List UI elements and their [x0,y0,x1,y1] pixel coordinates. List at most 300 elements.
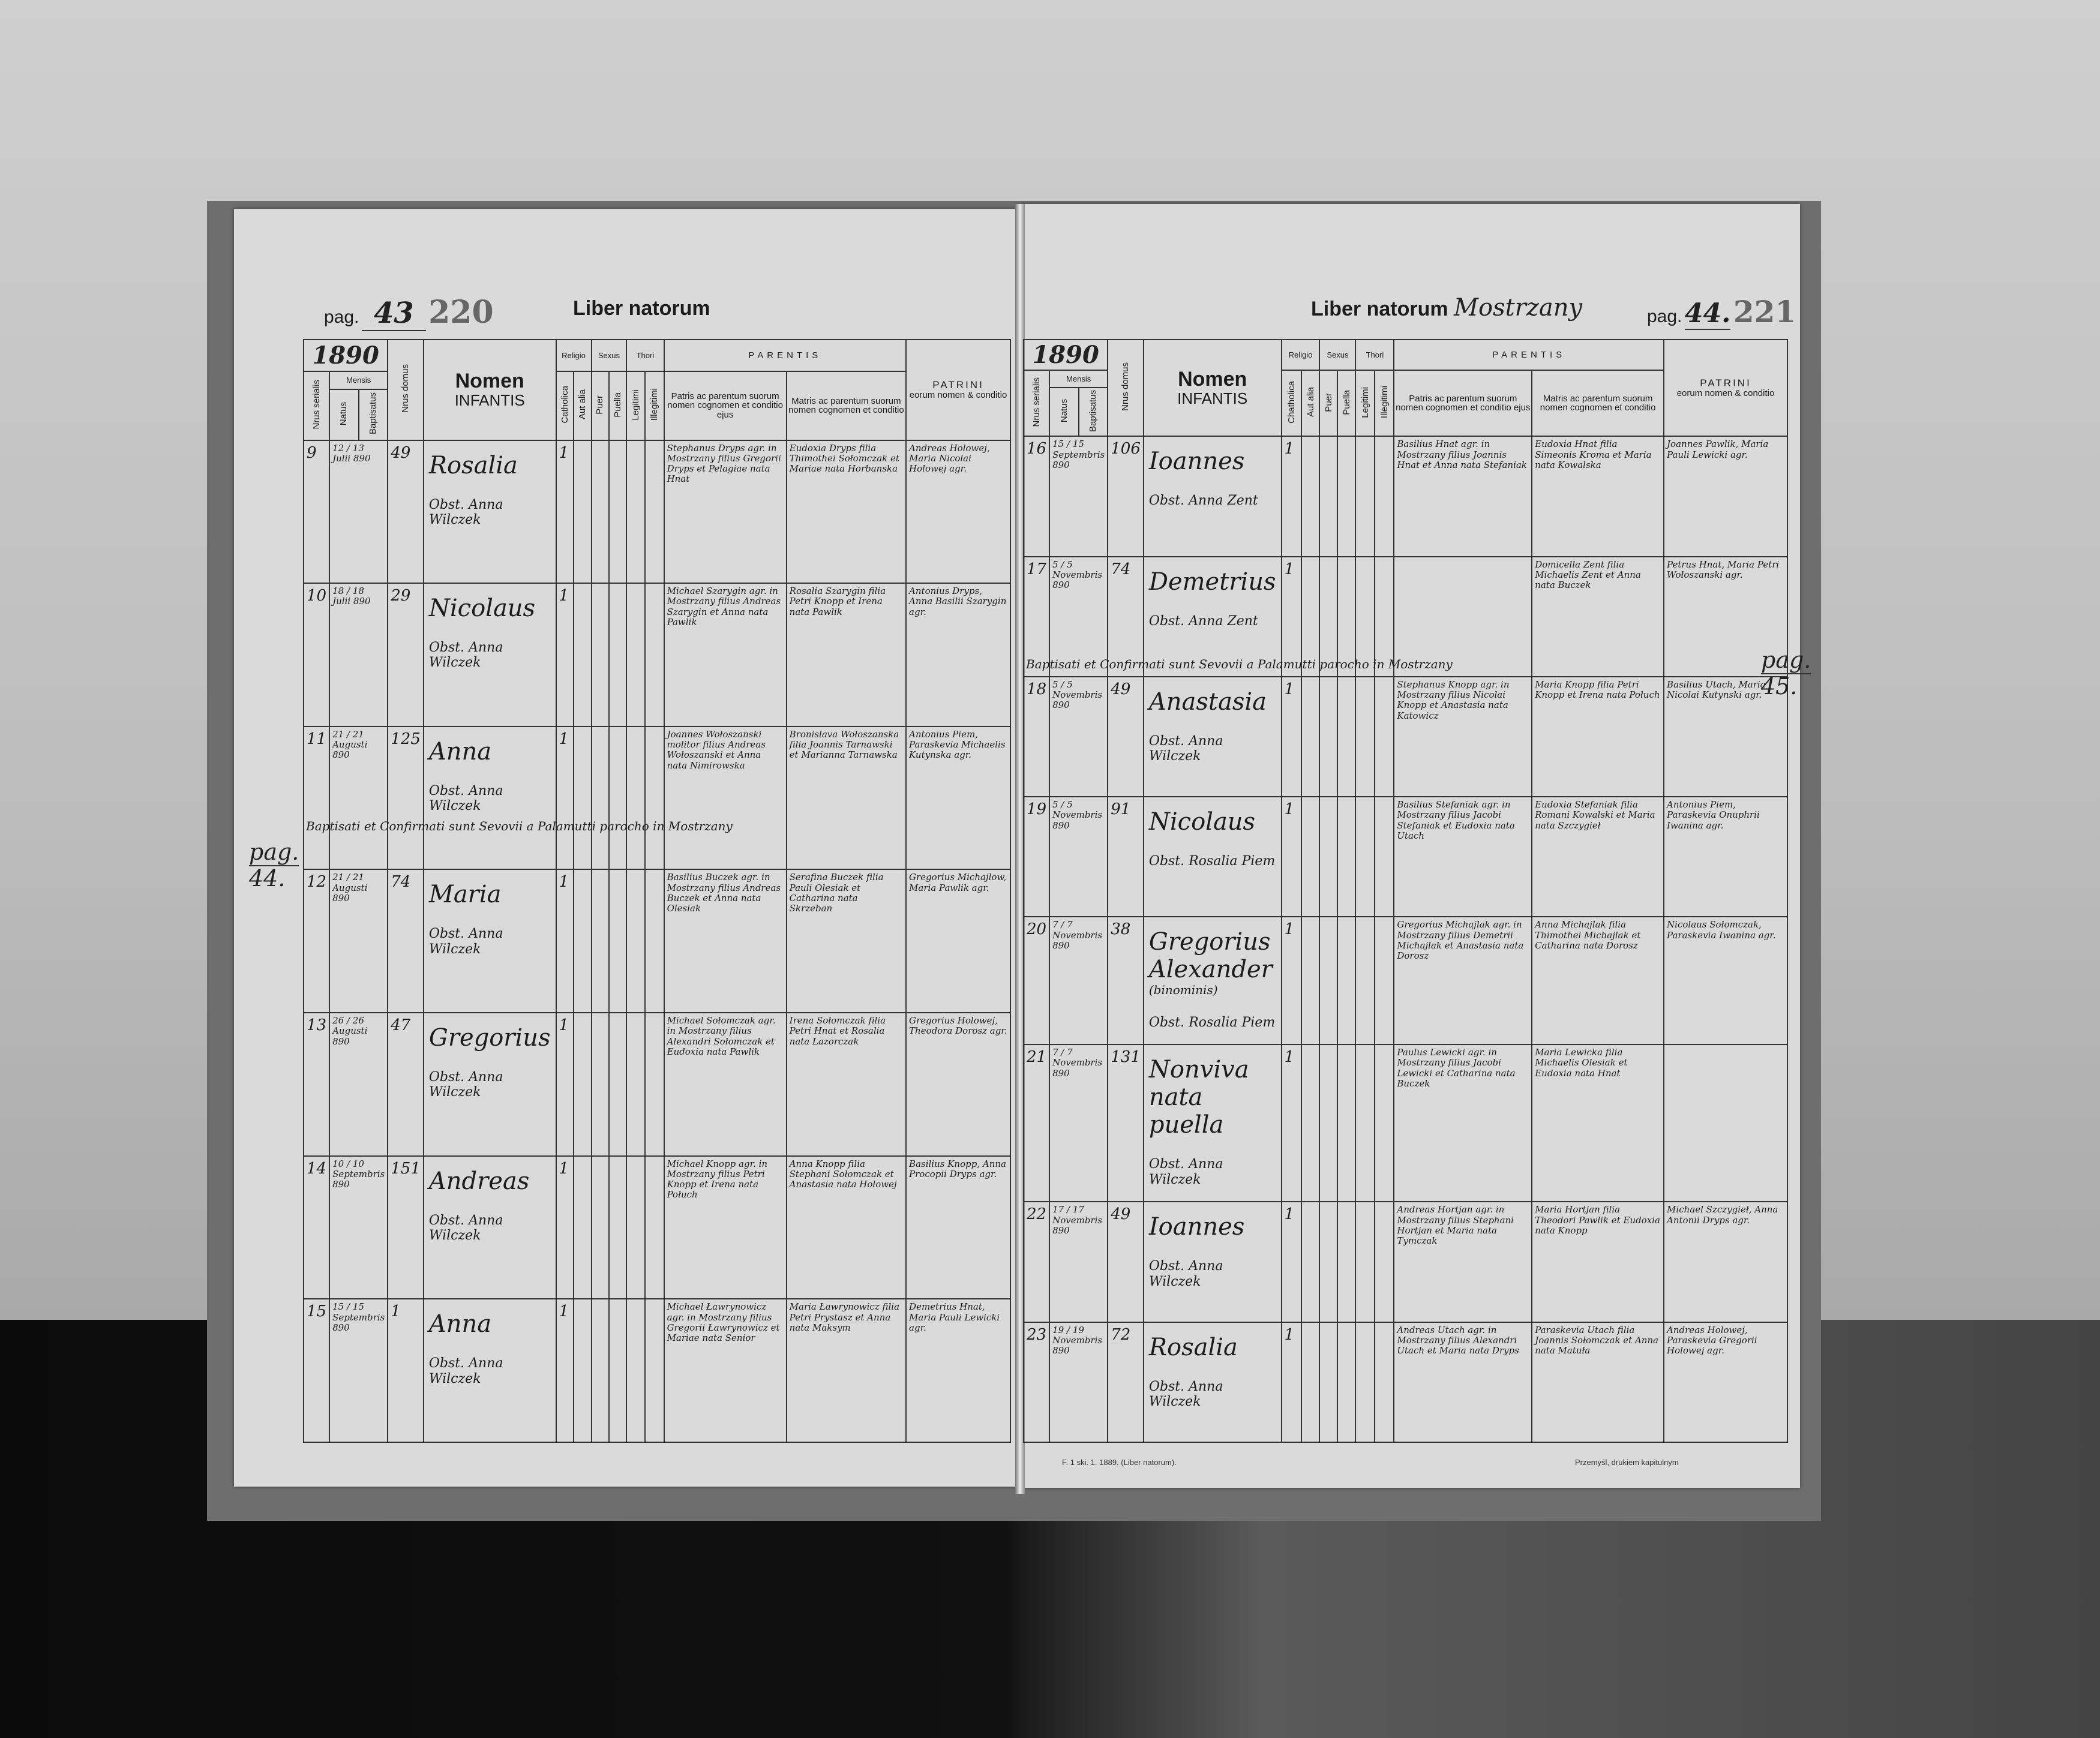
right-place: Mostrzany [1454,294,1583,322]
entry-house-number-text: 38 [1111,920,1131,939]
entry-puella-mark [1337,436,1355,556]
entry-obstetrix: Obst. Anna Wilczek [1148,1157,1223,1187]
entry-godparents-text: Antonius Dryps, Anna Basilii Szarygin agr. [909,586,1007,617]
entry-obstetrix: Obst. Anna Wilczek [428,1070,503,1100]
entry-mother [1532,436,1664,556]
right-hdr-illegitimi: Illegitimi [1379,386,1390,419]
entry-infant-name-text: Rosalia [428,451,518,479]
entry-mother-text: Maria Lewicka filia Michaelis Olesiak et Eudoxia nata Hnat [1535,1047,1628,1079]
entry-house-number [388,1013,424,1156]
entry-father-text: Gregorius Michajlak agr. in Mostrzany filius Demetrii Michajlak et Anastasia nata Dorosz [1397,919,1524,962]
table-row [1024,1044,1787,1202]
right-hdr-baptisatus: Baptisatus [1088,389,1099,432]
entry-date-text: 18 / 18 Julii 890 [332,586,371,607]
entry-father [1394,917,1532,1044]
entry-godparents-text: Basilius Knopp, Anna Procopii Dryps agr. [909,1158,1006,1179]
entry-aut-alia-mark [1301,677,1319,797]
entry-legitimi-mark [626,1156,645,1299]
entry-house-number [1108,677,1144,797]
entry-puer-mark [1319,1202,1337,1322]
entry-aut-alia-mark [1301,1322,1319,1442]
entry-date [1049,677,1108,797]
entry-father [1394,797,1532,917]
left-hdr-puer: Puer [595,395,605,415]
entry-father-text: Michael Knopp agr. in Mostrzany filius Petri Knopp et Irena nata Połuch [667,1158,768,1200]
entry-legitimi-mark [626,727,645,870]
left-hdr-thori: Thori [626,340,664,371]
left-pag [324,294,494,331]
entry-father [1394,1044,1532,1202]
entry-puella-mark [609,1299,626,1442]
entry-obstetrix: Obst. Anna Wilczek [428,497,503,527]
left-hdr-religio: Religio [556,340,592,371]
entry-mother [787,1299,906,1442]
entry-obstetrix: Obst. Anna Zent [1148,493,1258,509]
entry-number-text: 12 [307,873,327,891]
entry-house-number-text: 72 [1111,1325,1131,1344]
entry-number [304,1299,329,1442]
entry-aut-alia-mark [1301,1044,1319,1202]
entry-number-text: 17 [1027,560,1047,578]
entry-aut-alia-mark [1301,436,1319,556]
entry-puer-mark [1319,1322,1337,1442]
entry-father-text: Basilius Buczek agr. in Mostrzany filius Andreas Buczek et Anna nata Olesiak [667,872,781,914]
entry-house-number-text: 74 [1111,560,1131,578]
entry-date [329,869,388,1013]
entry-father-text: Michael Sołomczak agr. in Mostrzany filius Alexandri Sołomczak et Eudoxia nata Pawlik [667,1015,776,1057]
entry-illegitimi-mark [1375,797,1394,917]
right-hdr-aut-alia: Aut alia [1305,387,1316,418]
entry-illegitimi-mark [1375,1322,1394,1442]
left-hdr-catholica: Catholica [559,386,570,424]
entry-obstetrix: Obst. Anna Wilczek [1148,733,1223,764]
entry-mother [1532,1202,1664,1322]
right-pag [1647,294,1796,329]
table-row [1024,677,1787,797]
entry-mother-text: Anna Knopp filia Stephani Sołomczak et Anastasia nata Holowej [789,1158,897,1190]
entry-date-text: 17 / 17 Novembris 890 [1052,1204,1103,1236]
left-margin-pag: pag. 44. [249,839,299,891]
entry-house-number-text: 74 [391,873,411,891]
left-pag-label: pag. [324,307,359,327]
right-title [1311,294,1582,322]
entry-godparents [1664,1322,1787,1442]
entry-infant-name [1144,797,1282,917]
entry-obstetrix: Obst. Anna Wilczek [428,640,503,671]
entry-house-number [1108,1202,1144,1322]
entry-date-text: 5 / 5 Novembris 890 [1052,799,1103,831]
right-pag-alt: 221 [1733,294,1796,329]
entry-mother-text: Eudoxia Hnat filia Simeonis Kroma et Maria nata Kowalska [1535,439,1652,470]
entry-godparents-text: Basilius Utach, Maria Nicolai Kutynski agr. [1667,679,1766,701]
entry-godparents-text: Nicolaus Sołomczak, Paraskevia Iwanina agr. [1667,919,1776,941]
left-title: Liber natorum [573,297,710,320]
entry-father [664,869,787,1013]
entry-godparents-text: Petrus Hnat, Maria Petri Wołoszanski agr. [1667,559,1780,580]
entry-obstetrix: Obst. Rosalia Piem [1148,854,1276,869]
entry-infant-name [424,727,556,870]
entry-date [1049,797,1108,917]
entry-number [1024,797,1049,917]
entry-infant-name-text: Nicolaus [1148,808,1256,836]
entry-father [1394,1322,1532,1442]
entry-legitimi-mark [1355,1044,1375,1202]
entry-illegitimi-mark [645,1299,664,1442]
right-hdr-puella: Puella [1341,389,1352,415]
right-hdr-nrus-serialis: Nrus serialis [1031,377,1042,427]
table-row [1024,436,1787,556]
entry-mother-text: Eudoxia Stefaniak filia Romani Kowalski et Maria nata Szczygieł [1535,799,1655,831]
entry-date [329,1013,388,1156]
entry-puer-mark [592,1299,609,1442]
entry-date-text: 21 / 21 Augusti 890 [332,728,368,761]
entry-date-text: 12 / 13 Julii 890 [332,442,371,464]
entry-mother-text: Irena Sołomczak filia Petri Hnat et Rosalia nata Lazorczak [789,1015,886,1047]
left-pag-alt: 220 [428,294,494,331]
table-row [1024,1322,1787,1442]
entry-mother [787,1156,906,1299]
entry-father [1394,436,1532,556]
entry-mother-text: Bronislava Wołoszanska filia Joannis Tarnawski et Marianna Tarnawska [789,728,899,761]
entry-house-number [388,869,424,1013]
entry-godparents [906,869,1010,1013]
entry-house-number-text: 49 [391,443,411,462]
entry-infant-name [1144,917,1282,1044]
entry-house-number-text: 49 [1111,680,1131,698]
table-row [304,1156,1010,1299]
entry-puella-mark [1337,677,1355,797]
entry-godparents [906,583,1010,727]
entry-infant-name-text: Ioannes [1148,1213,1245,1241]
entry-house-number-text: 125 [391,730,421,748]
entry-legitimi-mark [626,440,645,584]
entry-house-number [1108,1044,1144,1202]
entry-illegitimi-mark [645,869,664,1013]
entry-godparents-text: Andreas Holowej, Maria Nicolai Holowej agr. [909,442,990,475]
entry-godparents [1664,436,1787,556]
entry-mother [1532,917,1664,1044]
entry-catholica-mark: 1 [1282,1044,1302,1202]
entry-number-text: 10 [307,587,327,605]
entry-catholica-mark: 1 [556,869,574,1013]
entry-godparents [1664,917,1787,1044]
entry-infant-name-text: Andreas [428,1167,530,1195]
entry-obstetrix: Obst. Anna Wilczek [428,926,503,957]
table-row [304,1299,1010,1442]
entry-house-number-text: 91 [1111,800,1131,819]
entry-catholica-mark: 1 [556,1299,574,1442]
entry-number [304,583,329,727]
left-hdr-mensis: Mensis [329,371,388,389]
entry-puer-mark [592,727,609,870]
entry-mother-text: Eudoxia Dryps filia Thimothei Sołomczak et Mariae nata Horbanska [789,442,899,475]
entry-mother [787,1013,906,1156]
table-row [304,1013,1010,1156]
entry-godparents-text: Andreas Holowej, Paraskevia Gregorii Holowej agr. [1667,1324,1757,1356]
entry-house-number [1108,797,1144,917]
entry-catholica-mark: 1 [1282,917,1302,1044]
right-margin-pag: pag. 45. [1761,647,1811,700]
left-hdr-nrus-serialis: Nrus serialis [311,380,322,430]
right-hdr-patris: Patris ac parentum suorum nomen cognomen et conditio ejus [1394,370,1532,436]
right-hdr-matris: Matris ac parentum suorum nomen cognomen et conditio [1532,370,1664,436]
entry-infant-name-text: Maria [428,881,502,909]
entry-house-number [1108,917,1144,1044]
entry-mother-text: Rosalia Szarygin filia Petri Knopp et Irena nata Pawlik [789,586,886,617]
right-hdr-sexus: Sexus [1319,340,1355,370]
table-row [304,869,1010,1013]
entry-mother [1532,797,1664,917]
entry-illegitimi-mark [645,440,664,584]
entry-date-text: 26 / 26 Augusti 890 [332,1015,368,1047]
entry-puer-mark [592,1156,609,1299]
entry-father-text: Basilius Hnat agr. in Mostrzany filius Joannis Hnat et Anna nata Stefaniak [1397,439,1527,470]
entry-mother [787,727,906,870]
entry-obstetrix: Obst. Anna Wilczek [1148,1379,1223,1409]
entry-date [1049,436,1108,556]
entry-catholica-mark: 1 [556,440,574,584]
entry-infant-name-text: Anna [428,1310,492,1338]
entry-godparents [1664,1202,1787,1322]
entry-date-text: 19 / 19 Novembris 890 [1052,1324,1103,1356]
entry-mother-text: Maria Knopp filia Petri Knopp et Irena nata Połuch [1535,679,1660,701]
entry-infant-name [1144,1202,1282,1322]
entry-puer-mark [1319,677,1337,797]
entry-date [329,727,388,870]
entry-infant-name-text: Gregorius [428,1024,551,1052]
entry-number-text: 14 [307,1159,327,1178]
left-hdr-aut-alia: Aut alia [577,389,588,420]
entry-mother-text: Domicella Zent filia Michaelis Zent et Anna nata Buczek [1535,559,1641,591]
entry-number-text: 9 [307,443,317,462]
entry-date-text: 5 / 5 Novembris 890 [1052,559,1103,591]
entry-legitimi-mark [626,583,645,727]
right-hdr-puer: Puer [1323,392,1334,412]
entry-father [1394,677,1532,797]
entry-infant-name-text: Anna [428,737,492,766]
right-hdr-mensis: Mensis [1049,370,1108,388]
entry-aut-alia-mark [574,440,591,584]
entry-name-note: (binominis) [1148,983,1218,998]
entry-puella-mark [1337,1044,1355,1202]
entry-puella-mark [609,869,626,1013]
entry-date-text: 15 / 15 Septembris 890 [1052,439,1105,470]
entry-catholica-mark: 1 [1282,436,1302,556]
entry-number [304,869,329,1013]
left-pag-number: 43 [362,296,426,331]
entry-date-text: 10 / 10 Septembris 890 [332,1158,385,1190]
entry-aut-alia-mark [574,1013,591,1156]
right-hdr-thori: Thori [1355,340,1394,370]
entry-infant-name-text: Anastasia [1148,688,1267,716]
entry-number [1024,436,1049,556]
entry-father-text: Andreas Hortjan agr. in Mostrzany filius Stephani Hortjan et Maria nata Tymczak [1397,1204,1514,1247]
entry-house-number [1108,1322,1144,1442]
entry-catholica-mark: 1 [556,583,574,727]
right-pag-label: pag. [1647,307,1682,326]
entry-puella-mark [1337,797,1355,917]
left-hdr-patris: Patris ac parentum suorum nomen cognomen et conditio ejus [664,371,787,440]
entry-godparents-text: Gregorius Michajlow, Maria Pawlik agr. [909,872,1007,893]
entry-infant-name-text: Nicolaus [428,595,536,623]
left-ledger [303,339,1011,1443]
entry-legitimi-mark [1355,797,1375,917]
entry-mother-text: Maria Hortjan filia Theodori Pawlik et Eudoxia nata Knopp [1535,1204,1660,1236]
entry-infant-name [424,440,556,584]
entry-catholica-mark: 1 [1282,797,1302,917]
entry-puella-mark [609,1156,626,1299]
entry-puer-mark [592,583,609,727]
right-hdr-patrini: PATRINI eorum nomen & conditio [1664,340,1787,436]
right-hdr-parentis: PARENTIS [1394,340,1664,370]
entry-number [1024,677,1049,797]
entry-aut-alia-mark [574,869,591,1013]
entry-date [329,583,388,727]
entry-number-text: 23 [1027,1325,1047,1344]
entry-date [329,440,388,584]
entry-number [1024,1044,1049,1202]
entry-house-number-text: 131 [1111,1048,1141,1067]
left-hdr-nomen: Nomen INFANTIS [424,340,556,440]
entry-infant-name [424,869,556,1013]
entry-godparents [1664,1044,1787,1202]
entry-house-number [388,1299,424,1442]
entry-puella-mark [609,1013,626,1156]
table-row [304,583,1010,727]
entry-mother-text: Maria Ławrynowicz filia Petri Prystasz et Anna nata Maksym [789,1301,900,1333]
right-hdr-nomen: Nomen INFANTIS [1144,340,1282,436]
entry-infant-name [424,1299,556,1442]
entry-house-number [388,1156,424,1299]
entry-aut-alia-mark [574,1299,591,1442]
entry-catholica-mark: 1 [556,1013,574,1156]
entry-number [1024,1202,1049,1322]
entry-puer-mark [1319,917,1337,1044]
left-year: 1890 [304,340,388,371]
right-hdr-nrus-domus: Nrus domus [1120,362,1131,412]
entry-illegitimi-mark [645,1013,664,1156]
entry-puella-mark [609,727,626,870]
entry-obstetrix: Obst. Anna Wilczek [428,1212,503,1243]
entry-infant-name [424,1156,556,1299]
entry-number [304,727,329,870]
entry-legitimi-mark [626,869,645,1013]
entry-infant-name-text: Nonviva nata puella [1148,1056,1249,1139]
entry-godparents [906,727,1010,870]
entry-father-text: Stephanus Knopp agr. in Mostrzany filius Nicolai Knopp et Anastasia nata Katowicz [1397,679,1510,721]
entry-obstetrix: Obst. Anna Zent [1148,613,1258,629]
right-title-text: Liber natorum [1311,298,1448,320]
entry-puella-mark [609,583,626,727]
entry-house-number [1108,436,1144,556]
entry-aut-alia-mark [1301,797,1319,917]
entry-house-number-text: 47 [391,1016,411,1035]
table-row [304,440,1010,584]
entry-aut-alia-mark [574,727,591,870]
entry-legitimi-mark [1355,1202,1375,1322]
left-hdr-puella: Puella [612,392,623,418]
entry-mother [787,869,906,1013]
entry-father-text: Joannes Wołoszanski molitor filius Andreas Wołoszanski et Anna nata Nimirowska [667,728,766,771]
right-band-note: Baptisati et Confirmati sunt Sevovii a Palamutti parocho in Mostrzany [1026,657,1453,671]
left-hdr-nrus-domus: Nrus domus [400,364,411,413]
left-hdr-natus: Natus [338,401,349,425]
entry-legitimi-mark [626,1013,645,1156]
right-hdr-catholica: Chatholica [1286,380,1297,424]
entry-father [664,583,787,727]
entry-illegitimi-mark [1375,436,1394,556]
left-hdr-legitimi: Legitimi [630,389,641,421]
entry-catholica-mark: 1 [1282,1202,1302,1322]
right-pag-number: 44. [1684,298,1731,329]
table-row [1024,917,1787,1044]
entry-house-number-text: 151 [391,1159,421,1178]
entry-number [304,1013,329,1156]
entry-aut-alia-mark [574,583,591,727]
entry-infant-name [1144,1044,1282,1202]
entry-catholica-mark: 1 [556,1156,574,1299]
entry-catholica-mark: 1 [556,727,574,870]
entry-number-text: 21 [1027,1048,1047,1067]
entry-number-text: 20 [1027,920,1047,939]
entry-godparents-text: Michael Szczygieł, Anna Antonii Dryps agr. [1667,1204,1778,1226]
entry-infant-name [1144,1322,1282,1442]
left-hdr-matris: Matris ac parentum suorum nomen cognomen et conditio [787,371,906,440]
entry-godparents-text: Gregorius Holowej, Theodora Dorosz agr. [909,1015,1007,1037]
entry-godparents [906,1013,1010,1156]
entry-date [1049,1044,1108,1202]
entry-aut-alia-mark [574,1156,591,1299]
entry-house-number [388,440,424,584]
entry-illegitimi-mark [645,727,664,870]
entry-number [304,440,329,584]
entry-date-text: 15 / 15 Septembris 890 [332,1301,385,1333]
left-hdr-sexus: Sexus [592,340,627,371]
entry-illegitimi-mark [1375,917,1394,1044]
entry-number-text: 15 [307,1302,327,1321]
entry-mother [1532,1044,1664,1202]
entry-catholica-mark: 1 [1282,557,1302,677]
entry-godparents-text: Joannes Pawlik, Maria Pauli Lewicki agr. [1667,439,1769,460]
entry-puer-mark [1319,436,1337,556]
entry-father-text: Michael Szarygin agr. in Mostrzany filius Andreas Szarygin et Anna nata Pawlik [667,586,781,628]
table-row [1024,797,1787,917]
entry-puer-mark [592,1013,609,1156]
entry-godparents [906,1299,1010,1442]
entry-date [329,1299,388,1442]
right-year: 1890 [1024,340,1108,370]
entry-mother-text: Paraskevia Utach filia Joannis Sołomczak et Anna nata Matuła [1535,1324,1659,1356]
entry-father-text: Stephanus Dryps agr. in Mostrzany filius Gregorii Dryps et Pelagiae nata Hnat [667,442,781,485]
entry-house-number-text: 49 [1111,1205,1131,1224]
left-hdr-patrini: PATRINI eorum nomen & conditio [906,340,1010,440]
entry-father [664,727,787,870]
left-hdr-parentis: PARENTIS [664,340,906,371]
entry-godparents-text: Antonius Piem, Paraskevia Michaelis Kutynska agr. [909,728,1006,761]
entry-legitimi-mark [626,1299,645,1442]
entry-house-number-text: 29 [391,587,411,605]
entry-number-text: 16 [1027,440,1047,458]
entry-date-text: 21 / 21 Augusti 890 [332,872,368,903]
entry-house-number-text: 106 [1111,440,1141,458]
right-footer-right: Przemyśl, drukiem kapitulnym [1575,1458,1679,1467]
entry-date-text: 5 / 5 Novembris 890 [1052,679,1103,711]
left-band-note: Baptisati et Confirmati sunt Sevovii a Palamutti parocho in Mostrzany [306,819,733,833]
entry-mother-text: Serafina Buczek filia Pauli Olesiak et Catharina nata Skrzeban [789,872,884,914]
entry-date-text: 7 / 7 Novembris 890 [1052,1047,1103,1079]
entry-father-text: Michael Ławrynowicz agr. in Mostrzany filius Gregorii Ławrynowicz et Mariae nata Senior [667,1301,780,1344]
entry-puella-mark [609,440,626,584]
